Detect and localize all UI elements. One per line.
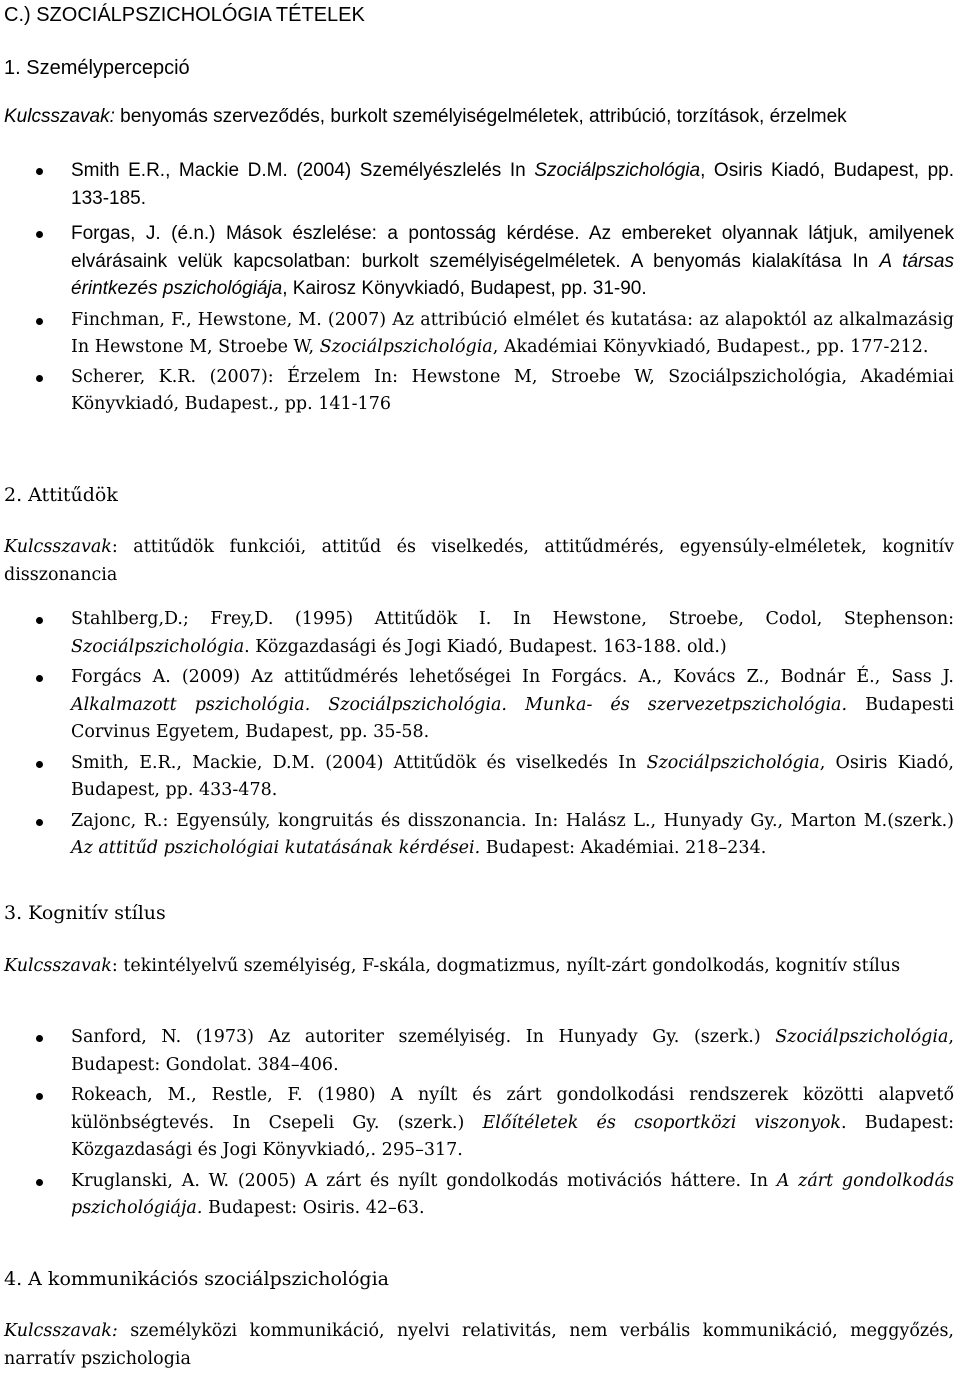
keywords-text-1: benyomás szerveződés, burkolt személyiségelméletek, attribúció, torzítások, érzelmek (120, 106, 847, 127)
reference-list-3 (0, 1024, 960, 1223)
section-title-4: 4. A kommunikációs szociálpszichológia (4, 1268, 389, 1290)
reference-item: Kruglanski, A. W. (2005) A zárt és nyílt gondolkodás motivációs háttere. In A zárt gondolkodás pszichológiája. Budapest: Osiris. 42–63. (0, 1168, 960, 1223)
bullet-icon (36, 375, 43, 382)
reference-list-1 (0, 157, 960, 419)
reference-item: Forgács A. (2009) Az attitűdmérés lehetőségei In Forgács. A., Kovács Z., Bodnár É., Sass J. Alkalmazott pszichológia. Szociálpszichológia. Munka- és szervezetpszichológia. Budapesti Corvinus Egyetem, Budapest, pp. 35-58. (0, 664, 960, 747)
section-title-1: 1. Személypercepció (4, 57, 190, 79)
keywords-label-2: Kulcsszavak (4, 537, 112, 557)
reference-item: Rokeach, M., Restle, F. (1980) A nyílt és zárt gondolkodási rendszerek közötti alapvető különbségtevés. In Csepeli Gy. (szerk.) Előítéletek és csoportközi viszonyok. Budapest: Közgazdasági és Jogi Könyvkiadó,. 295–317. (0, 1082, 960, 1165)
bullet-icon (36, 168, 43, 175)
bullet-icon (36, 231, 43, 238)
reference-item: Finchman, F., Hewstone, M. (2007) Az attribúció elmélet és kutatása: az alapoktól az alkalmazásig In Hewstone M, Stroebe W, Szociálpszichológia, Akadémiai Könyvkiadó, Budapest., pp. 177-212. (0, 307, 960, 362)
bullet-icon (36, 1035, 43, 1042)
reference-item: Zajonc, R.: Egyensúly, kongruitás és disszonancia. In: Halász L., Hunyady Gy., Marton M.(szerk.) Az attitűd pszichológiai kutatásának kérdései. Budapest: Akadémiai. 218–234. (0, 808, 960, 863)
bullet-icon (36, 1179, 43, 1186)
keywords-2 (4, 533, 954, 589)
document-heading: C.) SZOCIÁLPSZICHOLÓGIA TÉTELEK (4, 4, 365, 26)
bullet-icon (36, 318, 43, 325)
section-title-3: 3. Kognitív stílus (4, 902, 166, 924)
keywords-1 (4, 103, 954, 131)
reference-item: Scherer, K.R. (2007): Érzelem In: Hewstone M, Stroebe W, Szociálpszichológia, Akadémiai Könyvkiadó, Budapest., pp. 141-176 (0, 364, 960, 419)
reference-item: Sanford, N. (1973) Az autoriter személyiség. In Hunyady Gy. (szerk.) Szociálpszichológia, Budapest: Gondolat. 384–406. (0, 1024, 960, 1079)
bullet-icon (36, 761, 43, 768)
keywords-4 (4, 1317, 954, 1373)
reference-list-2 (0, 606, 960, 863)
bullet-icon (36, 617, 43, 624)
reference-item: Smith, E.R., Mackie, D.M. (2004) Attitűdök és viselkedés In Szociálpszichológia, Osiris Kiadó, Budapest, pp. 433-478. (0, 750, 960, 805)
reference-item: Forgas, J. (é.n.) Mások észlelése: a pontosság kérdése. Az embereket olyannak látjuk, amilyenek elvárásaink velük kapcsolatban: burkolt személyiségelméletek. A benyomás kialakítása In A társas érintkezés pszichológiája, Kairosz Könyvkiadó, Budapest, pp. 31-90. (0, 220, 960, 303)
keywords-text-4: személyközi kommunikáció, nyelvi relativitás, nem verbális kommunikáció, meggyőzés, narratív pszichologia (4, 1321, 954, 1369)
keywords-label-1: Kulcsszavak: (4, 106, 115, 127)
reference-item: Stahlberg,D.; Frey,D. (1995) Attitűdök I. In Hewstone, Stroebe, Codol, Stephenson: Szociálpszichológia. Közgazdasági és Jogi Kiadó, Budapest. 163-188. old.) (0, 606, 960, 661)
bullet-icon (36, 819, 43, 826)
keywords-3 (4, 952, 954, 980)
section-title-2: 2. Attitűdök (4, 484, 118, 506)
bullet-icon (36, 1093, 43, 1100)
keywords-text-2: : attitűdök funkciói, attitűd és viselkedés, attitűdmérés, egyensúly-elméletek, kognitív disszonancia (4, 537, 954, 585)
bullet-icon (36, 675, 43, 682)
keywords-label-4: Kulcsszavak: (4, 1321, 118, 1341)
reference-item: Smith E.R., Mackie D.M. (2004) Személyészlelés In Szociálpszichológia, Osiris Kiadó, Budapest, pp. 133-185. (0, 157, 960, 212)
keywords-label-3: Kulcsszavak (4, 956, 112, 976)
keywords-text-3: : tekintélyelvű személyiség, F-skála, dogmatizmus, nyílt-zárt gondolkodás, kognitív stílus (111, 956, 901, 976)
